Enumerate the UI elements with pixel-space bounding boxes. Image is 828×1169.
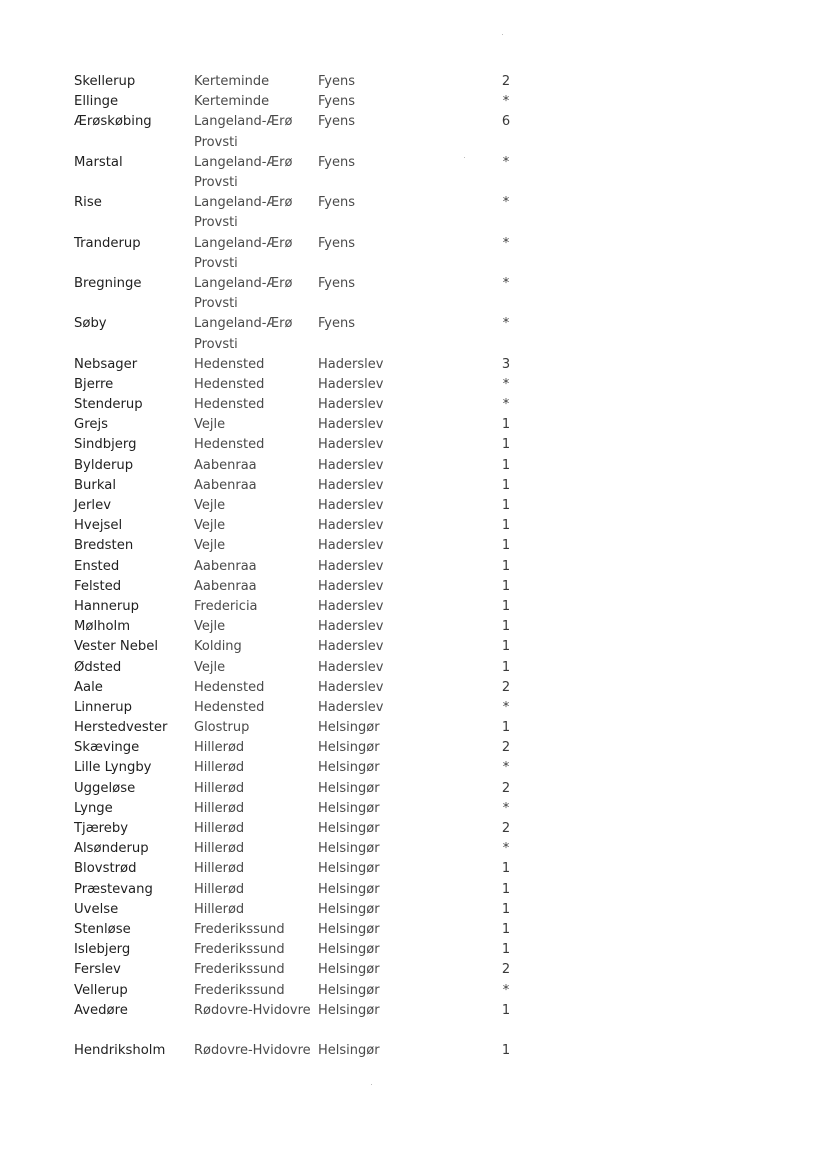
provsti-name: Hillerød: [194, 881, 245, 897]
provsti-name: Vejle: [194, 518, 226, 534]
table-row: [0, 355, 828, 375]
parish-name: Bregninge: [74, 275, 142, 291]
provsti-name: Frederikssund: [194, 921, 285, 937]
count-value: 1: [501, 437, 511, 453]
diocese-name: Helsingør: [318, 942, 380, 958]
count-value: 2: [501, 74, 511, 89]
table-row: [0, 900, 828, 920]
diocese-name: Haderslev: [318, 699, 384, 715]
provsti-name: Hillerød: [194, 800, 245, 816]
provsti-cell: [194, 799, 244, 819]
table-row: [0, 456, 828, 476]
parish-name: Hendriksholm: [74, 1043, 166, 1059]
table-row: [0, 758, 828, 778]
parish-name: Aale: [74, 679, 103, 695]
provsti-name: Hedensted: [194, 699, 265, 715]
table-row: [0, 779, 828, 799]
provsti-name-line2: Provsti: [194, 336, 238, 352]
table-row: [0, 314, 828, 354]
provsti-cell: [194, 678, 264, 698]
diocese-name: Haderslev: [318, 619, 384, 635]
provsti-name: Vejle: [194, 417, 226, 433]
table-row: [0, 193, 828, 233]
provsti-name: Hillerød: [194, 780, 245, 796]
diocese-name: Fyens: [318, 154, 355, 170]
count-value: 1: [501, 901, 511, 917]
count-value: 1: [501, 578, 511, 594]
parish-name: Ødsted: [74, 659, 122, 675]
provsti-cell: [194, 758, 244, 778]
table-row: [0, 718, 828, 738]
provsti-name: Vejle: [194, 619, 226, 635]
count-value: 1: [501, 659, 511, 675]
provsti-cell: [194, 234, 292, 274]
diocese-name: Helsingør: [318, 901, 380, 917]
provsti-name: Langeland-Ærø: [194, 235, 293, 251]
provsti-cell: [194, 92, 269, 112]
count-value: 1: [501, 457, 511, 473]
scan-speck: [502, 34, 503, 35]
count-value: *: [502, 760, 510, 776]
diocese-name: Fyens: [318, 94, 355, 110]
provsti-cell: [194, 1041, 311, 1061]
diocese-name: Haderslev: [318, 417, 384, 433]
table-row: [0, 557, 828, 577]
provsti-name: Aabenraa: [194, 558, 257, 574]
provsti-cell: [194, 476, 257, 496]
diocese-name: Fyens: [318, 114, 355, 130]
provsti-name-line2: Provsti: [194, 255, 238, 271]
parish-name: Herstedvester: [74, 720, 168, 736]
provsti-cell: [194, 314, 292, 354]
provsti-cell: [194, 456, 257, 476]
parish-name: Uvelse: [74, 901, 119, 917]
parish-name: Marstal: [74, 154, 123, 170]
parish-name: Tjæreby: [74, 821, 129, 837]
provsti-cell: [194, 496, 225, 516]
parish-name: Uggeløse: [74, 780, 136, 796]
count-value: *: [502, 275, 510, 291]
table-row: [0, 597, 828, 617]
diocese-name: Haderslev: [318, 457, 384, 473]
table-row: [0, 960, 828, 980]
parish-name: Vellerup: [74, 982, 128, 998]
table-row: [0, 940, 828, 960]
count-value: 1: [501, 942, 511, 958]
count-value: 1: [501, 518, 511, 534]
provsti-cell: [194, 112, 292, 152]
parish-name: Nebsager: [74, 356, 138, 372]
parish-name: Rise: [74, 195, 102, 211]
diocese-name: Helsingør: [318, 962, 380, 978]
parish-name: Bredsten: [74, 538, 134, 554]
diocese-name: Helsingør: [318, 841, 380, 857]
parish-name: Islebjerg: [74, 942, 131, 958]
provsti-cell: [194, 658, 225, 678]
table-row: [0, 819, 828, 839]
parish-name: Præstevang: [74, 881, 153, 897]
table-row: [0, 112, 828, 152]
parish-name: Alsønderup: [74, 841, 149, 857]
count-value: *: [502, 800, 510, 816]
parish-table: [0, 72, 828, 1061]
table-row: [0, 435, 828, 455]
provsti-cell: [194, 617, 225, 637]
count-value: *: [502, 397, 510, 413]
count-value: 1: [501, 921, 511, 937]
table-row: [0, 274, 828, 314]
table-row: [0, 72, 828, 92]
parish-name: Skellerup: [74, 74, 136, 89]
count-value: 1: [501, 861, 511, 877]
diocese-name: Haderslev: [318, 437, 384, 453]
parish-name: Ferslev: [74, 962, 121, 978]
table-row: [0, 839, 828, 859]
diocese-name: Fyens: [318, 235, 355, 251]
count-value: 1: [501, 1043, 511, 1059]
count-value: 1: [501, 619, 511, 635]
provsti-cell: [194, 274, 292, 314]
provsti-cell: [194, 920, 285, 940]
diocese-name: Haderslev: [318, 477, 384, 493]
count-value: 1: [501, 558, 511, 574]
parish-name: Blovstrød: [74, 861, 137, 877]
provsti-name: Langeland-Ærø: [194, 275, 293, 291]
provsti-name: Hillerød: [194, 861, 245, 877]
provsti-cell: [194, 1001, 311, 1021]
count-value: 1: [501, 639, 511, 655]
provsti-cell: [194, 779, 244, 799]
count-value: *: [502, 841, 510, 857]
provsti-cell: [194, 395, 264, 415]
provsti-name: Vejle: [194, 659, 226, 675]
diocese-name: Helsingør: [318, 861, 380, 877]
diocese-name: Fyens: [318, 195, 355, 211]
provsti-name: Hillerød: [194, 841, 245, 857]
provsti-name: Langeland-Ærø: [194, 154, 293, 170]
provsti-name: Fredericia: [194, 598, 258, 614]
parish-name: Tranderup: [74, 235, 141, 251]
provsti-cell: [194, 981, 285, 1001]
provsti-name: Glostrup: [194, 720, 250, 736]
parish-name: Lynge: [74, 800, 113, 816]
diocese-name: Helsingør: [318, 760, 380, 776]
provsti-cell: [194, 516, 225, 536]
provsti-cell: [194, 153, 292, 193]
provsti-name: Langeland-Ærø: [194, 114, 293, 130]
provsti-cell: [194, 960, 285, 980]
count-value: *: [502, 699, 510, 715]
diocese-name: Helsingør: [318, 800, 380, 816]
provsti-cell: [194, 819, 244, 839]
provsti-cell: [194, 880, 244, 900]
table-row: [0, 658, 828, 678]
count-value: 2: [501, 780, 511, 796]
count-value: *: [502, 982, 510, 998]
parish-name: Jerlev: [74, 498, 112, 514]
diocese-name: Helsingør: [318, 821, 380, 837]
provsti-cell: [194, 900, 244, 920]
provsti-cell: [194, 536, 225, 556]
provsti-name: Hedensted: [194, 679, 265, 695]
diocese-name: Fyens: [318, 316, 355, 332]
count-value: 1: [501, 881, 511, 897]
provsti-cell: [194, 193, 292, 233]
provsti-cell: [194, 577, 257, 597]
provsti-name: Hedensted: [194, 376, 265, 392]
table-row: [0, 738, 828, 758]
parish-name: Ensted: [74, 558, 120, 574]
parish-name: Stenderup: [74, 397, 143, 413]
diocese-name: Haderslev: [318, 679, 384, 695]
parish-name: Avedøre: [74, 1002, 128, 1018]
provsti-name-line2: Provsti: [194, 174, 238, 190]
table-row: [0, 981, 828, 1001]
provsti-name: Rødovre-Hvidovre: [194, 1002, 311, 1018]
provsti-name-line2: Provsti: [194, 134, 238, 150]
diocese-name: Haderslev: [318, 498, 384, 514]
provsti-name: Hillerød: [194, 821, 245, 837]
parish-name: Bylderup: [74, 457, 134, 473]
table-row: [0, 516, 828, 536]
count-value: *: [502, 316, 510, 332]
provsti-name: Vejle: [194, 538, 226, 554]
parish-name: Ellinge: [74, 94, 119, 110]
provsti-cell: [194, 698, 264, 718]
provsti-name: Aabenraa: [194, 457, 257, 473]
diocese-name: Helsingør: [318, 740, 380, 756]
scan-speck: [371, 1084, 372, 1085]
count-value: 1: [501, 417, 511, 433]
provsti-cell: [194, 557, 257, 577]
provsti-cell: [194, 597, 258, 617]
provsti-name: Vejle: [194, 498, 226, 514]
table-row: [0, 395, 828, 415]
diocese-name: Helsingør: [318, 720, 380, 736]
table-row: [0, 617, 828, 637]
parish-name: Vester Nebel: [74, 639, 159, 655]
diocese-name: Haderslev: [318, 578, 384, 594]
provsti-name: Frederikssund: [194, 962, 285, 978]
provsti-name: Hillerød: [194, 760, 245, 776]
parish-name: Hannerup: [74, 598, 139, 614]
count-value: 1: [501, 498, 511, 514]
parish-name: Ærøskøbing: [74, 114, 152, 130]
count-value: *: [502, 235, 510, 251]
parish-name: Grejs: [74, 417, 108, 433]
parish-name: Felsted: [74, 578, 122, 594]
diocese-name: Helsingør: [318, 982, 380, 998]
diocese-name: Helsingør: [318, 881, 380, 897]
provsti-cell: [194, 637, 242, 657]
provsti-name: Hedensted: [194, 397, 265, 413]
provsti-cell: [194, 375, 264, 395]
provsti-name: Langeland-Ærø: [194, 195, 293, 211]
diocese-name: Fyens: [318, 275, 355, 291]
count-value: *: [502, 195, 510, 211]
table-row: [0, 496, 828, 516]
table-row: [0, 799, 828, 819]
table-row: [0, 637, 828, 657]
parish-name: Lille Lyngby: [74, 760, 152, 776]
table-row: [0, 880, 828, 900]
diocese-name: Fyens: [318, 74, 355, 89]
count-value: 1: [501, 1002, 511, 1018]
diocese-name: Haderslev: [318, 518, 384, 534]
parish-name: Skævinge: [74, 740, 140, 756]
table-row: [0, 1001, 828, 1021]
parish-name: Burkal: [74, 477, 116, 493]
provsti-name: Kolding: [194, 639, 242, 655]
provsti-name: Hedensted: [194, 356, 265, 372]
table-row: [0, 476, 828, 496]
diocese-name: Haderslev: [318, 356, 384, 372]
count-value: 2: [501, 740, 511, 756]
parish-name: Mølholm: [74, 619, 131, 635]
diocese-name: Helsingør: [318, 1043, 380, 1059]
count-value: 2: [501, 962, 511, 978]
provsti-name: Hillerød: [194, 901, 245, 917]
provsti-cell: [194, 839, 244, 859]
table-row: [0, 698, 828, 718]
table-row: [0, 859, 828, 879]
diocese-name: Haderslev: [318, 558, 384, 574]
table-row: [0, 375, 828, 395]
table-row: [0, 415, 828, 435]
parish-name: Søby: [74, 316, 107, 332]
table-row: [0, 234, 828, 274]
count-value: 1: [501, 538, 511, 554]
table-row: [0, 153, 828, 193]
provsti-name: Frederikssund: [194, 982, 285, 998]
diocese-name: Haderslev: [318, 538, 384, 554]
table-row: [0, 536, 828, 556]
provsti-name: Frederikssund: [194, 942, 285, 958]
provsti-name: Kerteminde: [194, 94, 270, 110]
provsti-name-line2: Provsti: [194, 296, 238, 312]
provsti-name: Rødovre-Hvidovre: [194, 1043, 311, 1059]
count-value: 1: [501, 720, 511, 736]
count-value: 3: [501, 356, 511, 372]
provsti-name: Hedensted: [194, 437, 265, 453]
count-value: *: [502, 376, 510, 392]
diocese-name: Haderslev: [318, 598, 384, 614]
diocese-name: Helsingør: [318, 1002, 380, 1018]
parish-name: Sindbjerg: [74, 437, 137, 453]
count-value: 1: [501, 477, 511, 493]
provsti-cell: [194, 355, 264, 375]
parish-name: Bjerre: [74, 376, 114, 392]
table-row: [0, 920, 828, 940]
diocese-name: Haderslev: [318, 659, 384, 675]
diocese-name: Haderslev: [318, 397, 384, 413]
table-row: [0, 92, 828, 112]
table-row: [0, 1041, 828, 1061]
provsti-cell: [194, 415, 225, 435]
provsti-cell: [194, 940, 285, 960]
diocese-name: Helsingør: [318, 921, 380, 937]
parish-name: Stenløse: [74, 921, 131, 937]
provsti-name: Langeland-Ærø: [194, 316, 293, 332]
provsti-name-line2: Provsti: [194, 215, 238, 231]
provsti-cell: [194, 72, 269, 92]
count-value: 1: [501, 598, 511, 614]
diocese-name: Helsingør: [318, 780, 380, 796]
provsti-cell: [194, 435, 264, 455]
provsti-cell: [194, 738, 244, 758]
provsti-cell: [194, 859, 244, 879]
diocese-name: Haderslev: [318, 639, 384, 655]
parish-name: Linnerup: [74, 699, 132, 715]
count-value: 2: [501, 679, 511, 695]
count-value: 2: [501, 821, 511, 837]
table-row: [0, 577, 828, 597]
provsti-name: Kerteminde: [194, 74, 270, 89]
count-value: *: [502, 154, 510, 170]
provsti-name: Aabenraa: [194, 578, 257, 594]
provsti-name: Hillerød: [194, 740, 245, 756]
provsti-name: Aabenraa: [194, 477, 257, 493]
count-value: *: [502, 94, 510, 110]
provsti-cell: [194, 718, 249, 738]
diocese-name: Haderslev: [318, 376, 384, 392]
parish-name: Hvejsel: [74, 518, 123, 534]
count-value: 6: [501, 114, 511, 130]
table-row: [0, 678, 828, 698]
